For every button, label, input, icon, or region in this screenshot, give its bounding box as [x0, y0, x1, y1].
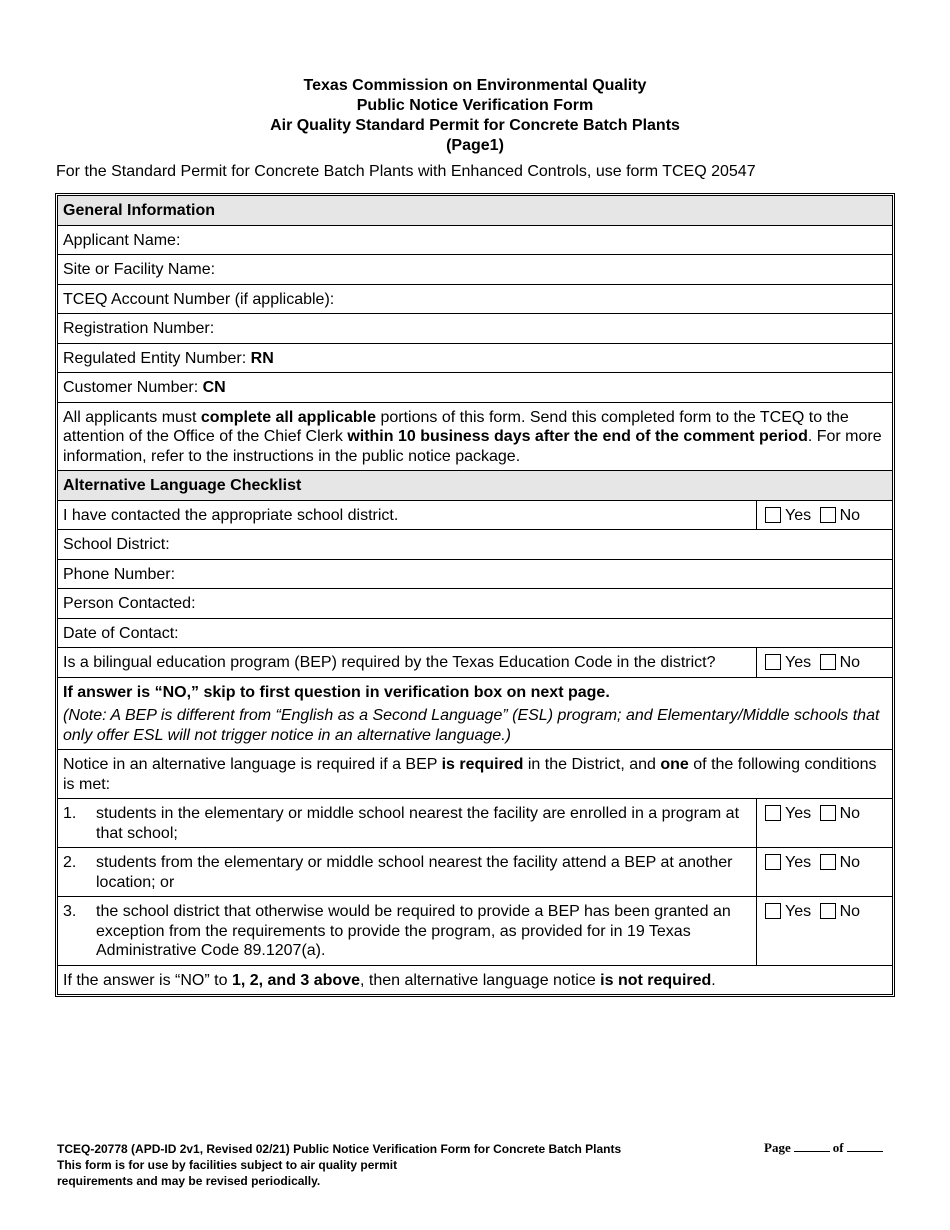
phone-number-field[interactable]: Phone Number: [58, 559, 892, 589]
yes-checkbox[interactable] [765, 903, 781, 919]
yes-label: Yes [785, 506, 812, 524]
no-label: No [839, 654, 861, 671]
bep-required-question: Is a bilingual education program (BEP) required by the Texas Education Code in the district? [58, 648, 757, 677]
condition-2-row [58, 847, 892, 896]
school-district-field[interactable]: School District: [58, 529, 892, 559]
yes-no-group [757, 501, 892, 530]
page-label: Page [764, 1140, 791, 1155]
condition-1-row [58, 798, 892, 847]
footer-note-1: This form is for use by facilities subject to air quality permit [57, 1158, 398, 1172]
person-contacted-field[interactable]: Person Contacted: [58, 588, 892, 618]
contacted-school-question: I have contacted the appropriate school district. [58, 501, 757, 530]
no-checkbox[interactable] [820, 903, 836, 919]
yes-no-group [757, 848, 892, 896]
yes-checkbox[interactable] [765, 507, 781, 523]
page-blank[interactable] [794, 1151, 830, 1152]
yes-checkbox[interactable] [765, 654, 781, 670]
form-footer [57, 1141, 621, 1189]
instr-part: All applicants must [63, 408, 201, 426]
yes-label: Yes [785, 854, 812, 871]
no-checkbox[interactable] [820, 805, 836, 821]
no-label: No [839, 805, 861, 822]
condition-3-question [58, 897, 757, 965]
skip-instruction: If answer is “NO,” skip to first question in verification box on next page. [58, 677, 892, 707]
notice-part: of the following conditions is met: [63, 756, 877, 793]
not-required-statement [58, 965, 892, 995]
condition-text: students from the elementary or middle school nearest the facility attend a BEP at another location; or [96, 854, 733, 891]
condition-3-row [58, 896, 892, 965]
enhanced-controls-note: For the Standard Permit for Concrete Batch Plants with Enhanced Controls, use form TCEQ 20547 [56, 163, 756, 180]
instr-part: . For more information, refer to the instructions in the public notice package. [63, 428, 882, 465]
no-label: No [839, 903, 861, 920]
general-information-header: General Information [58, 196, 892, 225]
condition-number: 2. [63, 854, 77, 871]
form-title: Public Notice Verification Form [356, 97, 594, 114]
page-number [764, 1140, 886, 1156]
no-checkbox[interactable] [820, 854, 836, 870]
condition-2-question [58, 848, 757, 896]
no-checkbox[interactable] [820, 507, 836, 523]
notice-part: Notice in an alternative language is required if a BEP [63, 756, 442, 773]
site-name-field[interactable]: Site or Facility Name: [58, 254, 892, 284]
notice-condition-text [58, 749, 892, 798]
form-header [0, 76, 950, 156]
final-part: , then alternative language notice [360, 971, 601, 989]
esl-note: (Note: A BEP is different from “English as a Second Language” (ESL) program; and Elementary/Middle schools that only offer ESL will not trigger notice in an alternative language.) [63, 707, 880, 744]
condition-number: 1. [63, 805, 77, 822]
final-bold: 1, 2, and 3 above [231, 971, 360, 989]
footer-note-2: requirements and may be revised periodically. [57, 1174, 321, 1188]
contacted-school-row [58, 500, 892, 530]
condition-text: students in the elementary or middle school nearest the facility are enrolled in a program at that school; [96, 805, 740, 842]
form-identifier: TCEQ-20778 (APD-ID 2v1, Revised 02/21) Public Notice Verification Form for Concrete Batch Plants [57, 1142, 622, 1156]
cn-label: Customer Number: [63, 379, 203, 396]
yes-no-group [757, 897, 892, 965]
bep-required-row [58, 647, 892, 677]
cn-prefix: CN [202, 379, 226, 396]
yes-label: Yes [785, 654, 812, 671]
final-part: If the answer is “NO” to [63, 971, 232, 989]
instr-bold: within 10 business days after the end of the comment period [347, 428, 808, 445]
registration-number-field[interactable]: Registration Number: [58, 313, 892, 343]
notice-bold: is required [441, 756, 524, 773]
alternative-language-header: Alternative Language Checklist [58, 470, 892, 500]
no-label: No [839, 506, 861, 524]
condition-number: 3. [63, 903, 77, 920]
permit-title: Air Quality Standard Permit for Concrete Batch Plants [270, 117, 680, 134]
date-of-contact-field[interactable]: Date of Contact: [58, 618, 892, 648]
condition-text: the school district that otherwise would be required to provide a BEP has been granted an exception from the requirements to provide the program, as provided for in 19 Texas Administrative Code 89.1207(a). [96, 903, 731, 959]
customer-number-field[interactable] [58, 372, 892, 402]
final-bold: is not required [600, 971, 712, 989]
page-indicator: (Page1) [446, 137, 504, 154]
yes-checkbox[interactable] [765, 805, 781, 821]
notice-bold: one [660, 756, 689, 773]
yes-label: Yes [785, 903, 812, 920]
rn-label: Regulated Entity Number: [63, 349, 251, 367]
condition-1-question [58, 799, 757, 847]
instr-part: portions of this form. Send this completed form to the TCEQ to the attention of the Office of the Chief Clerk [63, 408, 849, 445]
of-label: of [832, 1140, 844, 1155]
yes-no-group [757, 799, 892, 847]
final-part: . [711, 971, 716, 989]
account-number-field[interactable]: TCEQ Account Number (if applicable): [58, 284, 892, 314]
no-label: No [839, 854, 861, 871]
instr-bold: complete all applicable [200, 408, 377, 426]
yes-no-group [757, 648, 892, 677]
yes-label: Yes [785, 805, 812, 822]
regulated-entity-number-field[interactable] [58, 343, 892, 373]
rn-prefix: RN [250, 349, 274, 367]
agency-title: Texas Commission on Environmental Quality [303, 77, 647, 94]
instructions-text [58, 402, 892, 471]
no-checkbox[interactable] [820, 654, 836, 670]
verification-form-table [55, 193, 895, 997]
total-pages-blank[interactable] [847, 1151, 883, 1152]
notice-part: in the District, and [523, 756, 661, 773]
applicant-name-field[interactable]: Applicant Name: [58, 225, 892, 255]
yes-checkbox[interactable] [765, 854, 781, 870]
